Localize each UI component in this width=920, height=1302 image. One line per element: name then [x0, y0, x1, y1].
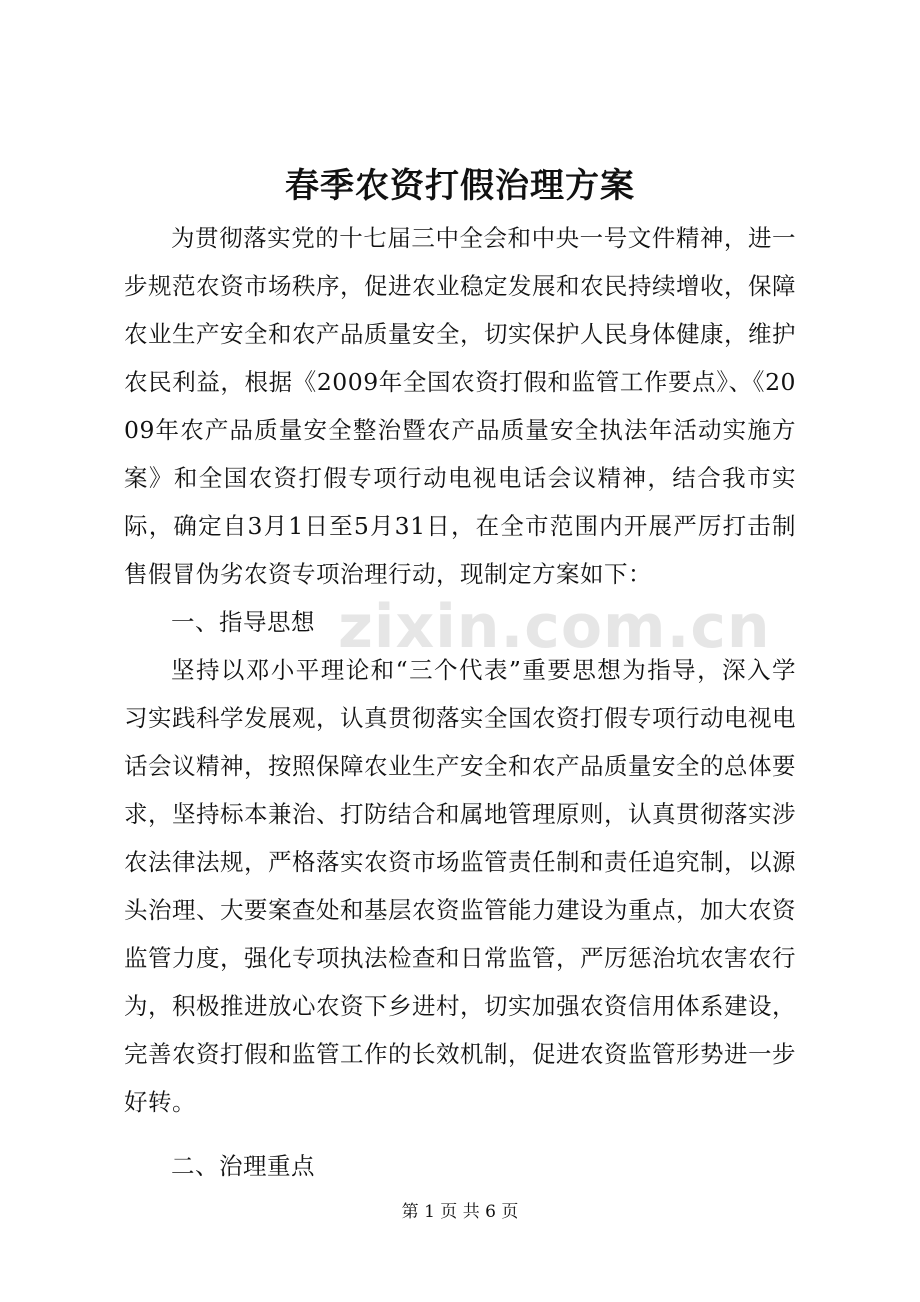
- watermark: zixin.com.cn: [338, 592, 771, 662]
- guiding-ideology-paragraph: 坚持以邓小平理论和“三个代表”重要思想为指导，深入学习实践科学发展观，认真贯彻落实全国农资打假专项行动电视电话会议精神，按照保障农业生产安全和农产品质量安全的总体要求，坚持标本兼治、打防结合和属地管理原则，认真贯彻落实涉农法律法规，严格落实农资市场监管责任制和责任追究制，以源头治理、大要案查处和基层农资监管能力建设为重点，加大农资监管力度，强化专项执法检查和日常监管，严厉惩治坑农害农行为，积极推进放心农资下乡进村，切实加强农资信用体系建设，完善农资打假和监管工作的长效机制，促进农资监管形势进一步好转。: [124, 656, 796, 1116]
- section-heading-guiding-ideology: 一、指导思想: [171, 608, 315, 636]
- document-body: [124, 214, 796, 1190]
- intro-paragraph: 为贯彻落实党的十七届三中全会和中央一号文件精神，进一步规范农资市场秩序，促进农业稳定发展和农民持续增收，保障农业生产安全和农产品质量安全，切实保护人民身体健康，维护农民利益，根据《2009年全国农资打假和监管工作要点》、《2009年农产品质量安全整治暨农产品质量安全执法年活动实施方案》和全国农资打假专项行动电视电话会议精神，结合我市实际，确定自3月1日至5月31日，在全市范围内开展严厉打击制售假冒伪劣农资专项治理行动，现制定方案如下：: [124, 224, 796, 588]
- section-heading-key-points: 二、治理重点: [171, 1152, 315, 1180]
- document-title: 春季农资打假治理方案: [285, 166, 635, 206]
- page-footer: 第 1 页 共 6 页: [401, 1202, 519, 1222]
